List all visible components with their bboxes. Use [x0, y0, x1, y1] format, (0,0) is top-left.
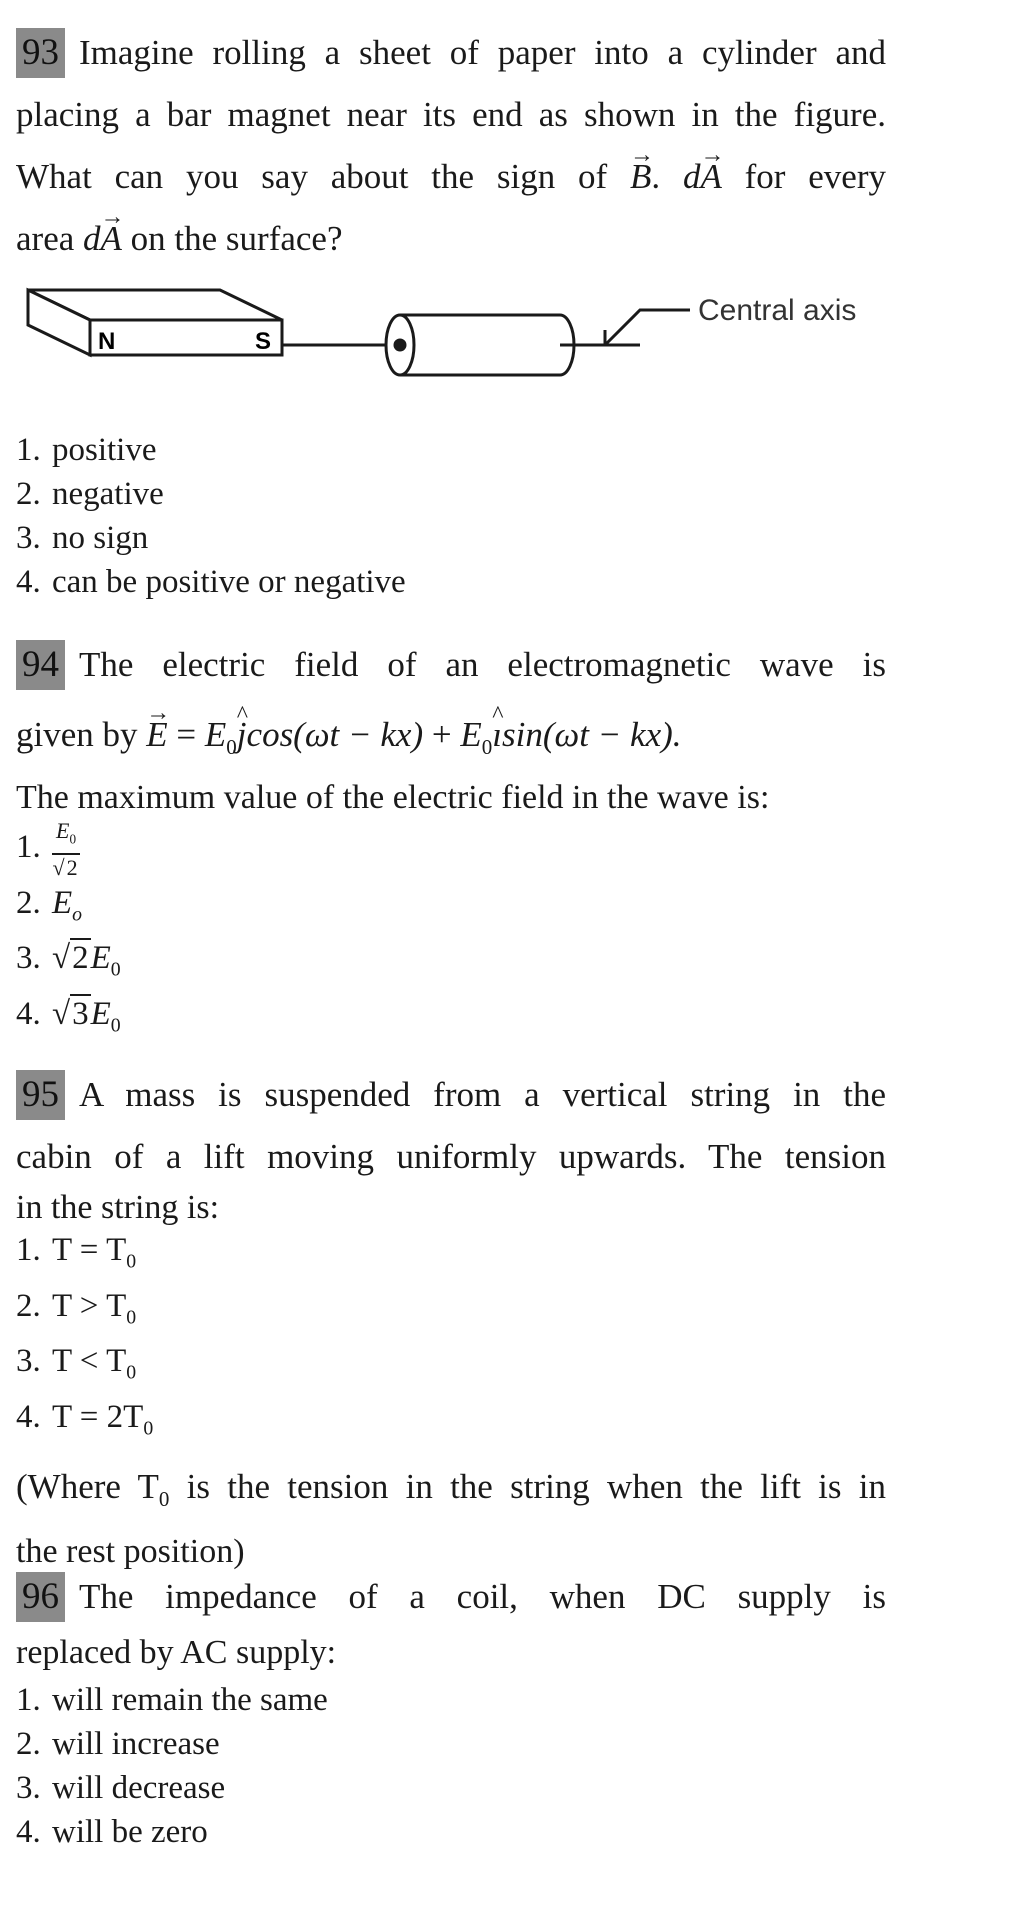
option-1[interactable]: 1. $\frac{E_0}{√2}$ — [16, 818, 886, 881]
option-4[interactable]: 4. will be zero — [16, 1814, 208, 1850]
question-96 — [16, 1566, 886, 1854]
question-93-line-3 — [16, 146, 886, 208]
option-4[interactable]: 4. can be positive or negative — [16, 564, 406, 600]
question-95-line-2: cabin of a lift moving uniformly upwards. The tension — [16, 1137, 886, 1176]
question-93-line-4 — [16, 208, 886, 270]
differential-d: d — [83, 219, 101, 258]
question-number-badge: 93 — [16, 28, 65, 78]
vector-e: → E — [146, 704, 167, 766]
question-95-note-line-2: the rest position) — [16, 1533, 245, 1571]
differential-d: d — [682, 157, 701, 196]
magnet-cylinder-figure — [0, 270, 1024, 390]
unit-vector-i: ^ ı — [492, 704, 502, 766]
question-text: What can you say about the sign of — [16, 157, 608, 196]
fraction: $\frac{E_0}{√2}$ — [52, 818, 80, 880]
question-93-options — [16, 428, 886, 604]
option-2[interactable]: 2. will increase — [16, 1726, 220, 1762]
option-4[interactable]: 4. $T = 2T_0$ — [16, 1398, 154, 1440]
option-1[interactable]: 1. positive — [16, 432, 157, 468]
vector-a: → A — [101, 208, 122, 270]
option-2[interactable]: 2. $T > T_0$ — [16, 1287, 137, 1329]
question-96-line-2: replaced by AC supply: — [16, 1634, 337, 1671]
dot-operator: . — [651, 157, 661, 196]
question-text: on the surface? — [130, 219, 343, 258]
question-number-badge: 96 — [16, 1572, 65, 1622]
option-2[interactable]: 2. negative — [16, 476, 164, 512]
option-3[interactable]: 3. $T < T_0$ — [16, 1343, 137, 1384]
option-1[interactable]: 1. will remain the same — [16, 1682, 328, 1718]
question-94-line-3: The maximum value of the electric field in the wave is: — [16, 779, 770, 816]
question-text: for every — [744, 157, 886, 196]
paper-cylinder — [386, 315, 574, 375]
question-number-badge: 95 — [16, 1070, 65, 1120]
question-94-line-1: 94 The electric field of an electromagnetic wave is — [16, 634, 886, 696]
option-4[interactable]: 4. $√3E_0$ — [16, 995, 121, 1037]
option-3[interactable]: 3. will decrease — [16, 1770, 226, 1806]
central-axis-label: Central axis — [698, 294, 857, 327]
question-93-line-1 — [16, 22, 886, 84]
question-96-line-1: 96 The impedance of a coil, when DC supply is — [16, 1566, 886, 1628]
option-1[interactable]: 1. $T = T_0$ — [16, 1232, 137, 1273]
question-text: Imagine rolling a sheet of paper into a cylinder and — [79, 33, 886, 72]
axis-pointer-arrow — [605, 310, 690, 345]
question-number-badge: 94 — [16, 640, 65, 690]
bar-magnet — [28, 290, 282, 355]
question-93 — [16, 22, 886, 270]
vector-a: → A — [700, 146, 721, 208]
question-94-equation: given by → $E = E_0\^{}$ $jcos(\omega t - kx) + E_0\^{}$ ısin(ωt − kx). — [16, 704, 886, 778]
question-93-line-2: placing a bar magnet near its end as shown in the figure. — [16, 95, 886, 134]
option-3[interactable]: 3. no sign — [16, 520, 149, 556]
question-text: area — [16, 219, 75, 258]
option-2[interactable]: 2. $E_o$ — [16, 884, 83, 926]
question-94 — [16, 634, 886, 1047]
vector-b: → B — [630, 146, 651, 208]
question-95-line-1: 95 A mass is suspended from a vertical string in the — [16, 1064, 886, 1126]
question-95-note: (Where $T_0$ is the tension in the string when the lift is in — [16, 1467, 886, 1512]
question-95-line-3: in the string is: — [16, 1189, 220, 1226]
question-95 — [16, 1064, 886, 1574]
north-pole-label: N — [98, 328, 116, 355]
south-pole-label: S — [255, 328, 272, 355]
unit-vector-j: ^ j — [237, 704, 247, 766]
option-3[interactable]: 3. $√2E_0$ — [16, 940, 121, 981]
